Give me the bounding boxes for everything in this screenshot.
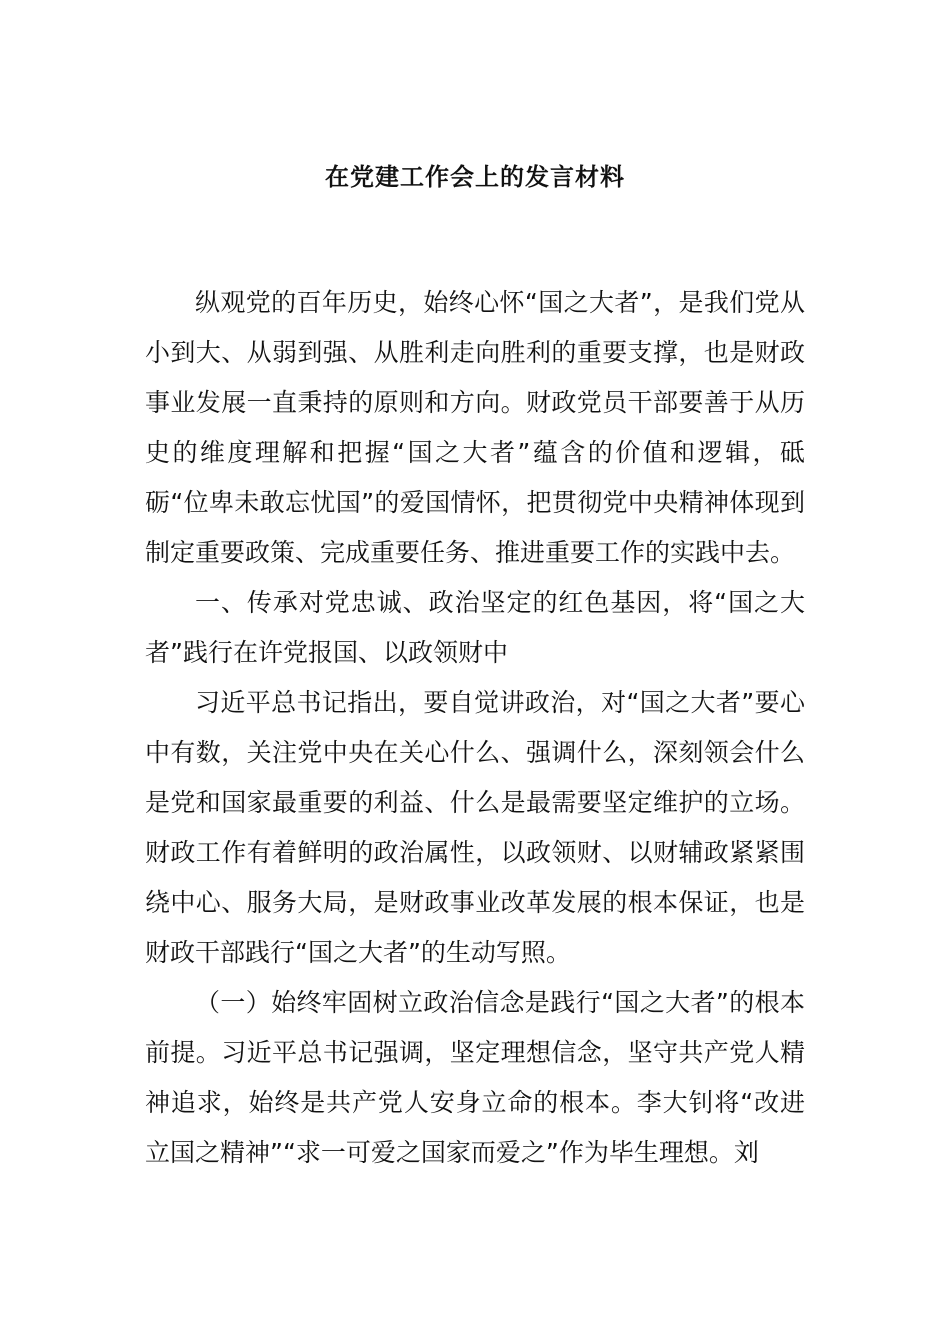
paragraph-intro: 纵观党的百年历史，始终心怀“国之大者”，是我们党从小到大、从弱到强、从胜利走向胜利的重要支撑，也是财政事业发展一直秉持的原则和方向。财政党员干部要善于从历史的维度理解和把握“国之大者”蕴含的价值和逻辑，砥砺“位卑未敢忘忧国”的爱国情怀，把贯彻党中央精神体现到制定重要政策、完成重要任务、推进重要工作的实践中去。 [145, 288, 805, 567]
subsection-1-paragraph: （一）始终牢固树立政治信念是践行“国之大者”的根本前提。习近平总书记强调，坚定理想信念，坚守共产党人精神追求，始终是共产党人安身立命的根本。李大钊将“改进立国之精神”“求一可爱之国家而爱之”作为毕生理想。刘 [145, 988, 805, 1167]
section-heading-1: 一、传承对党忠诚、政治坚定的红色基因，将“国之大者”践行在许党报国、以政领财中 [145, 588, 805, 667]
document-body [145, 278, 805, 1178]
paragraph-section-1: 习近平总书记指出，要自觉讲政治，对“国之大者”要心中有数，关注党中央在关心什么、强调什么，深刻领会什么是党和国家最重要的利益、什么是最需要坚定维护的立场。财政工作有着鲜明的政治属性，以政领财、以财辅政紧紧围绕中心、服务大局，是财政事业改革发展的根本保证，也是财政干部践行“国之大者”的生动写照。 [145, 688, 805, 967]
document-title: 在党建工作会上的发言材料 [325, 163, 625, 191]
